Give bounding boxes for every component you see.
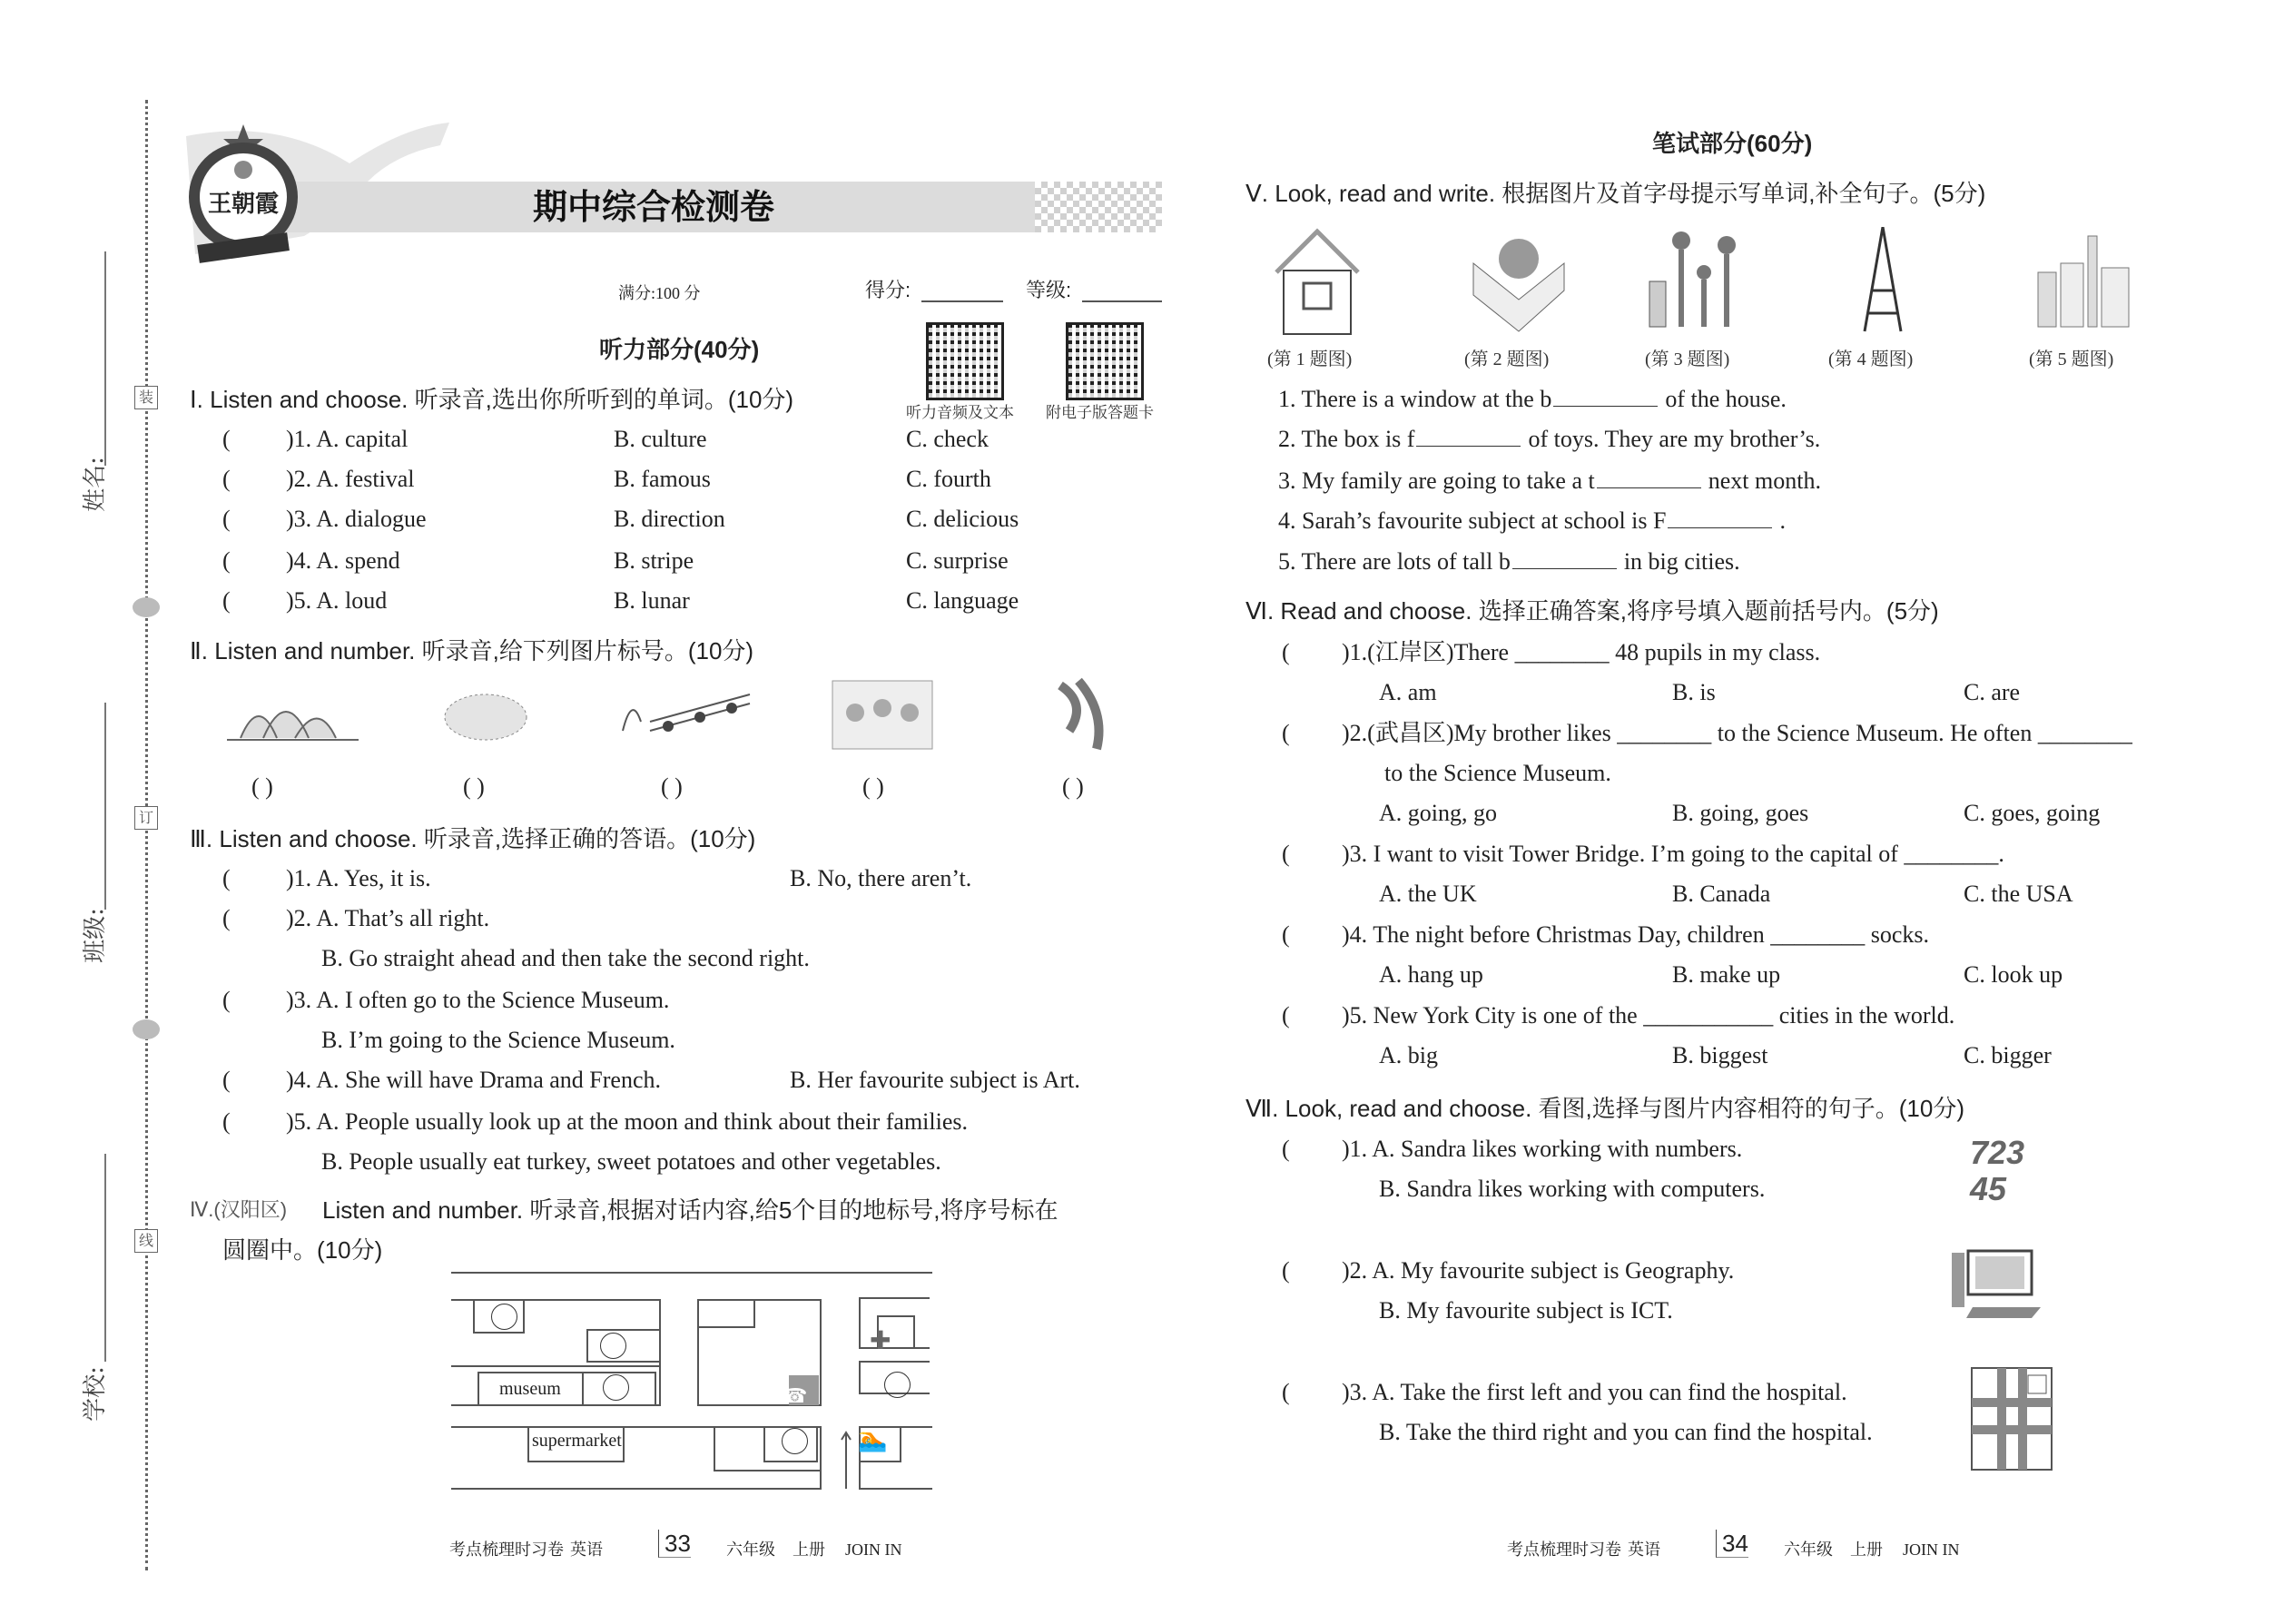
answer-bracket[interactable]: ( bbox=[222, 865, 231, 891]
option-b: B. stripe bbox=[614, 547, 694, 574]
sentence-end: in big cities. bbox=[1623, 548, 1740, 575]
full-score: 满分:100 分 bbox=[618, 284, 701, 302]
picture-caption: (第 2 题图) bbox=[1464, 349, 1550, 369]
qr-code-audio[interactable] bbox=[926, 322, 1004, 400]
answer-bracket[interactable]: ( ) bbox=[1062, 773, 1084, 800]
page-number: 34 bbox=[1716, 1530, 1748, 1558]
footer-edition: JOIN IN bbox=[845, 1540, 902, 1559]
picture-caption: (第 5 题图) bbox=[2029, 349, 2114, 369]
option-a: )2. A. That’s all right. bbox=[286, 905, 490, 931]
answer-bracket[interactable]: ( bbox=[222, 506, 231, 532]
writing-section-title: 笔试部分(60分) bbox=[1652, 130, 1813, 157]
class-label: 班级: bbox=[81, 908, 109, 963]
section-4-heading: Listen and number. 听录音,根据对话内容,给5个目的地标号,将序号标在 bbox=[322, 1196, 1058, 1224]
option-b: B. Sandra likes working with computers. bbox=[1379, 1176, 1766, 1202]
answer-bracket[interactable]: ( bbox=[1282, 639, 1290, 665]
brand-logo bbox=[180, 123, 307, 268]
grade-field[interactable] bbox=[1082, 300, 1162, 302]
picture-family-trip bbox=[1645, 227, 1754, 340]
sentence-start: 3. My family are going to take a t bbox=[1278, 468, 1595, 494]
score-field[interactable] bbox=[921, 300, 1003, 302]
option-b: B. is bbox=[1672, 679, 1716, 705]
option-c: C. language bbox=[906, 587, 1019, 614]
footer-book-title: 考点梳理时习卷 bbox=[1507, 1540, 1621, 1559]
option-a: )3. A. I often go to the Science Museum. bbox=[286, 987, 670, 1013]
numbers-picture: 723 45 bbox=[1970, 1134, 2025, 1207]
sentence-start: 5. There are lots of tall b bbox=[1278, 548, 1511, 575]
option-b: B. People usually eat turkey, sweet potatoes and other vegetables. bbox=[321, 1148, 941, 1175]
answer-bracket[interactable]: ( ) bbox=[463, 773, 485, 800]
answer-blank[interactable] bbox=[1668, 507, 1772, 528]
map-answer-circle[interactable] bbox=[782, 1428, 808, 1454]
question: )2.(武昌区)My brother likes ________ to the Science Museum. He often ________ bbox=[1342, 720, 2132, 746]
option-b: B. direction bbox=[614, 506, 725, 532]
class-line[interactable] bbox=[104, 703, 106, 910]
answer-blank[interactable] bbox=[1416, 426, 1521, 447]
map-label-museum: museum bbox=[499, 1379, 561, 1399]
option-b: B. going, goes bbox=[1672, 800, 1809, 826]
option-a: )4. A. spend bbox=[286, 547, 400, 574]
answer-bracket[interactable]: ( bbox=[1282, 1002, 1290, 1029]
option-c: C. fourth bbox=[906, 466, 991, 492]
question: )1.(江岸区)There ________ 48 pupils in my class. bbox=[1342, 639, 1821, 665]
grade-label: 等级: bbox=[1026, 279, 1072, 301]
option-c: C. the USA bbox=[1964, 881, 2073, 907]
section-3-heading: Ⅲ. Listen and choose. 听录音,选择正确的答语。(10分) bbox=[190, 825, 756, 852]
option-b: B. Canada bbox=[1672, 881, 1771, 907]
fill-in-sentence bbox=[1278, 426, 1820, 453]
school-line[interactable] bbox=[104, 1154, 106, 1362]
option-c: C. goes, going bbox=[1964, 800, 2101, 826]
footer-subject: 英语 bbox=[570, 1540, 603, 1559]
footer-term: 上册 bbox=[793, 1540, 825, 1559]
sentence-start: 4. Sarah’s favourite subject at school is F bbox=[1278, 507, 1667, 534]
answer-bracket[interactable]: ( bbox=[1282, 841, 1290, 867]
option-c: C. delicious bbox=[906, 506, 1019, 532]
option-a: )4. A. She will have Drama and French. bbox=[286, 1067, 662, 1093]
section-6-heading: Ⅵ. Read and choose. 选择正确答案,将序号填入题前括号内。(5分) bbox=[1245, 597, 1939, 625]
option-b: B. lunar bbox=[614, 587, 690, 614]
footer-grade: 六年级 bbox=[726, 1540, 775, 1559]
sentence-end: of toys. They are my brother’s. bbox=[1528, 426, 1821, 452]
answer-bracket[interactable]: ( bbox=[222, 426, 231, 452]
picture-toy-box bbox=[1464, 227, 1573, 340]
option-a: A. hang up bbox=[1379, 961, 1483, 988]
answer-bracket[interactable]: ( bbox=[1282, 1257, 1290, 1284]
fill-in-sentence bbox=[1278, 468, 1821, 495]
qr-caption: 附电子版答题卡 bbox=[1046, 404, 1154, 421]
answer-bracket[interactable]: ( bbox=[1282, 720, 1290, 746]
option-c: C. bigger bbox=[1964, 1042, 2052, 1068]
section-1-heading: Ⅰ. Listen and choose. 听录音,选出你所听到的单词。(10分) bbox=[190, 386, 794, 413]
footer-term: 上册 bbox=[1850, 1540, 1883, 1559]
answer-bracket[interactable]: ( bbox=[222, 466, 231, 492]
map-answer-circle[interactable] bbox=[491, 1304, 517, 1330]
name-line[interactable] bbox=[104, 251, 106, 466]
answer-bracket[interactable]: ( ) bbox=[862, 773, 884, 800]
section-7-heading: Ⅶ. Look, read and choose. 看图,选择与图片内容相符的句子。(10分) bbox=[1245, 1095, 1964, 1122]
map-answer-circle[interactable] bbox=[600, 1333, 626, 1359]
school-label: 学校: bbox=[81, 1366, 109, 1422]
listening-section-title: 听力部分(40分) bbox=[599, 336, 760, 363]
option-a: A. big bbox=[1379, 1042, 1438, 1068]
sentence-start: 1. There is a window at the b bbox=[1278, 386, 1552, 412]
sentence-end: next month. bbox=[1708, 468, 1821, 494]
picture-caption: (第 3 题图) bbox=[1645, 349, 1730, 369]
option-a: )2. A. My favourite subject is Geography. bbox=[1342, 1257, 1735, 1284]
option-a: )3. A. Take the first left and you can find the hospital. bbox=[1342, 1379, 1847, 1405]
answer-bracket[interactable]: ( bbox=[1282, 1379, 1290, 1405]
picture-cloud bbox=[440, 676, 549, 763]
option-a: )5. A. loud bbox=[286, 587, 388, 614]
fill-in-sentence bbox=[1278, 507, 1786, 535]
answer-blank[interactable] bbox=[1597, 468, 1701, 488]
footer-grade: 六年级 bbox=[1784, 1540, 1833, 1559]
picture-opera-house bbox=[222, 676, 359, 763]
binding-mark: 装 bbox=[134, 386, 158, 409]
fill-in-sentence bbox=[1278, 386, 1787, 413]
binding-dotted-line bbox=[145, 100, 148, 1570]
option-a: )3. A. dialogue bbox=[286, 506, 427, 532]
option-b: B. make up bbox=[1672, 961, 1781, 988]
option-b: B. culture bbox=[614, 426, 707, 452]
svg-text:王朝霞: 王朝霞 bbox=[207, 191, 280, 218]
option-c: C. are bbox=[1964, 679, 2021, 705]
option-b: B. I’m going to the Science Museum. bbox=[321, 1027, 675, 1053]
answer-blank[interactable] bbox=[1553, 386, 1658, 407]
picture-caption: (第 1 题图) bbox=[1267, 349, 1353, 369]
answer-bracket[interactable]: ( bbox=[222, 1067, 231, 1093]
option-a: )5. A. People usually look up at the moon and think about their families. bbox=[286, 1108, 968, 1135]
option-a: )1. A. Yes, it is. bbox=[286, 865, 431, 891]
option-a: A. am bbox=[1379, 679, 1437, 705]
section-5-heading: Ⅴ. Look, read and write. 根据图片及首字母提示写单词,补全句子。(5分) bbox=[1245, 180, 1986, 207]
option-b: B. biggest bbox=[1672, 1042, 1768, 1068]
page-title: 期中综合检测卷 bbox=[532, 187, 774, 227]
binding-hole-icon bbox=[133, 1019, 160, 1039]
picture-city-buildings bbox=[2029, 227, 2138, 340]
option-a: )1. A. capital bbox=[286, 426, 409, 452]
answer-bracket[interactable]: ( ) bbox=[251, 773, 273, 800]
hospital-icon: ✚ bbox=[870, 1326, 891, 1354]
question: )3. I want to visit Tower Bridge. I’m going to the capital of ________. bbox=[1342, 841, 2004, 867]
picture-music-notes bbox=[614, 676, 759, 763]
section-2-heading: Ⅱ. Listen and number. 听录音,给下列图片标号。(10分) bbox=[190, 637, 754, 664]
answer-blank[interactable] bbox=[1512, 548, 1617, 569]
footer-subject: 英语 bbox=[1628, 1540, 1660, 1559]
question-continued: to the Science Museum. bbox=[1384, 760, 1611, 786]
answer-bracket[interactable]: ( bbox=[222, 547, 231, 574]
option-a: )1. A. Sandra likes working with numbers. bbox=[1342, 1136, 1743, 1162]
sentence-start: 2. The box is f bbox=[1278, 426, 1415, 452]
picture-house bbox=[1267, 227, 1376, 340]
qr-code-answer-card[interactable] bbox=[1066, 322, 1144, 400]
option-a: A. the UK bbox=[1379, 881, 1477, 907]
street-map-picture bbox=[1970, 1366, 2056, 1480]
map-answer-circle[interactable] bbox=[603, 1374, 629, 1401]
answer-bracket[interactable]: ( bbox=[222, 987, 231, 1013]
qr-caption: 听力音频及文本 bbox=[906, 404, 1014, 421]
swimming-icon: 🏊 bbox=[858, 1425, 888, 1452]
fill-in-sentence bbox=[1278, 548, 1740, 576]
option-c: C. check bbox=[906, 426, 989, 452]
question: )5. New York City is one of the ___________ cities in the world. bbox=[1342, 1002, 1955, 1029]
map-answer-circle[interactable] bbox=[884, 1372, 911, 1398]
picture-ribbons bbox=[1051, 676, 1160, 763]
option-a: )2. A. festival bbox=[286, 466, 415, 492]
banner-checker-pattern bbox=[1035, 182, 1162, 232]
computer-picture bbox=[1950, 1244, 2050, 1330]
answer-bracket[interactable]: ( bbox=[1282, 1136, 1290, 1162]
picture-caption: (第 4 题图) bbox=[1828, 349, 1914, 369]
picture-family-dinner bbox=[828, 676, 937, 763]
option-b: B. No, there aren’t. bbox=[790, 865, 972, 891]
footer-edition: JOIN IN bbox=[1903, 1540, 1960, 1559]
section-4-district: Ⅳ.(汉阳区) bbox=[190, 1198, 288, 1221]
option-b: B. Go straight ahead and then take the second right. bbox=[321, 945, 810, 971]
phone-icon: ☎ bbox=[783, 1384, 808, 1407]
binding-mark: 线 bbox=[134, 1229, 158, 1253]
answer-bracket[interactable]: ( bbox=[222, 587, 231, 614]
page-number: 33 bbox=[658, 1530, 691, 1558]
footer-book-title: 考点梳理时习卷 bbox=[449, 1540, 564, 1559]
option-b: B. My favourite subject is ICT. bbox=[1379, 1297, 1673, 1324]
binding-mark: 订 bbox=[134, 806, 158, 830]
score-label: 得分: bbox=[865, 279, 911, 301]
answer-bracket[interactable]: ( bbox=[222, 1108, 231, 1135]
sentence-end: . bbox=[1779, 507, 1786, 534]
name-label: 姓名: bbox=[81, 457, 109, 512]
option-a: A. going, go bbox=[1379, 800, 1497, 826]
picture-eiffel-tower bbox=[1828, 227, 1937, 340]
question: )4. The night before Christmas Day, children ________ socks. bbox=[1342, 921, 1929, 948]
map-label-supermarket: supermarket bbox=[532, 1431, 622, 1451]
option-b: B. Take the third right and you can find the hospital. bbox=[1379, 1419, 1873, 1445]
answer-bracket[interactable]: ( ) bbox=[661, 773, 683, 800]
option-c: C. look up bbox=[1964, 961, 2063, 988]
section-4-heading-line2: 圆圈中。(10分) bbox=[222, 1236, 383, 1264]
sentence-end: of the house. bbox=[1665, 386, 1787, 412]
option-b: B. Her favourite subject is Art. bbox=[790, 1067, 1080, 1093]
answer-bracket[interactable]: ( bbox=[1282, 921, 1290, 948]
option-c: C. surprise bbox=[906, 547, 1009, 574]
answer-bracket[interactable]: ( bbox=[222, 905, 231, 931]
option-b: B. famous bbox=[614, 466, 711, 492]
binding-hole-icon bbox=[133, 597, 160, 617]
